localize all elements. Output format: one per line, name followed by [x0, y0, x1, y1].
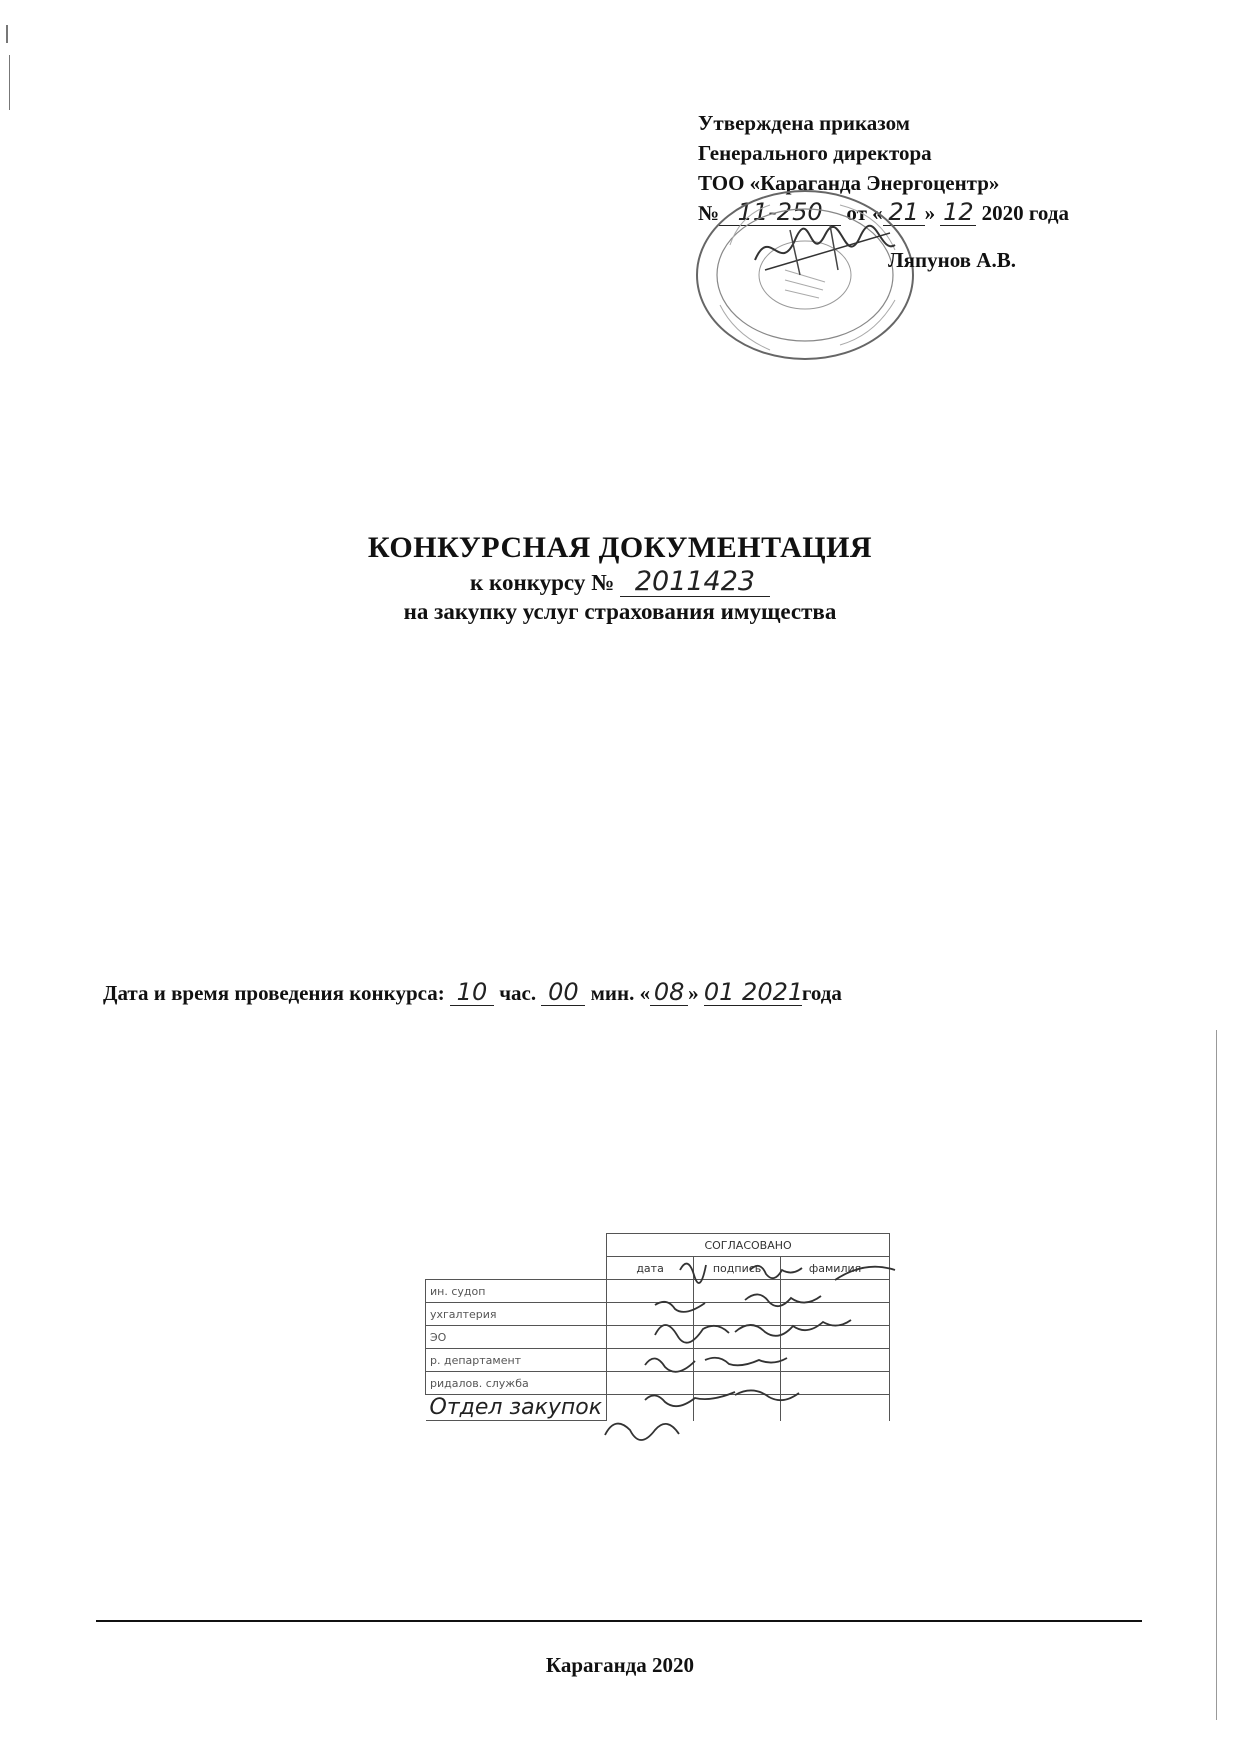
datetime-label: Дата и время проведения конкурса:	[103, 981, 445, 1005]
column-header-surname: фамилия	[781, 1257, 890, 1280]
row-label: ридалов. служба	[426, 1372, 607, 1395]
agreed-table-title: СОГЛАСОВАНО	[607, 1234, 890, 1257]
column-header-date: дата	[607, 1257, 694, 1280]
month-year-handwritten: 01 2021	[703, 978, 804, 1006]
column-header-signature: подпись	[694, 1257, 781, 1280]
minutes-handwritten: 00	[541, 980, 585, 1006]
approval-line-1: Утверждена приказом	[698, 111, 910, 135]
contest-line	[0, 568, 1240, 597]
order-number-prefix: №	[698, 201, 720, 225]
footer-divider	[96, 1620, 1142, 1622]
order-year: 2020 года	[981, 201, 1069, 225]
order-date-prefix: от «	[846, 201, 883, 225]
row-label: р. департамент	[426, 1349, 607, 1372]
minutes-label: мин. «	[590, 981, 651, 1005]
year-label: года	[801, 981, 842, 1005]
approval-line-3: ТОО «Караганда Энергоцентр»	[698, 171, 1000, 195]
document-title: КОНКУРСНАЯ ДОКУМЕНТАЦИЯ	[367, 531, 873, 564]
row-label: ин. судоп	[426, 1280, 607, 1303]
row-label: ЭО	[426, 1326, 607, 1349]
day-close: »	[688, 981, 699, 1005]
handwritten-row-label: Отдел закупок	[426, 1395, 607, 1421]
contest-prefix: к конкурсу №	[470, 570, 615, 595]
director-name: Ляпунов А.В.	[888, 248, 1016, 272]
order-day-handwritten: 21	[883, 200, 925, 226]
order-number-handwritten: 11-250	[719, 200, 841, 226]
hours-handwritten: 10	[450, 980, 494, 1006]
hours-label: час.	[499, 981, 537, 1005]
scan-edge-mark	[1216, 1030, 1217, 1720]
scan-edge-mark	[9, 55, 10, 110]
scan-edge-mark	[6, 25, 8, 43]
contest-datetime-line	[103, 980, 842, 1006]
order-month-handwritten: 12	[940, 200, 976, 226]
footer-city-year: Караганда 2020	[545, 1653, 695, 1677]
table-signatures	[405, 1250, 965, 1470]
procurement-subject: на закупку услуг страхования имущества	[403, 599, 837, 625]
title-block	[0, 530, 1240, 627]
director-signature	[750, 215, 900, 285]
contest-number-handwritten: 2011423	[620, 568, 770, 597]
order-date-mid: »	[924, 201, 936, 225]
day-handwritten: 08	[650, 980, 688, 1006]
approval-line-2: Генерального директора	[698, 141, 932, 165]
row-label: ухгалтерия	[426, 1303, 607, 1326]
